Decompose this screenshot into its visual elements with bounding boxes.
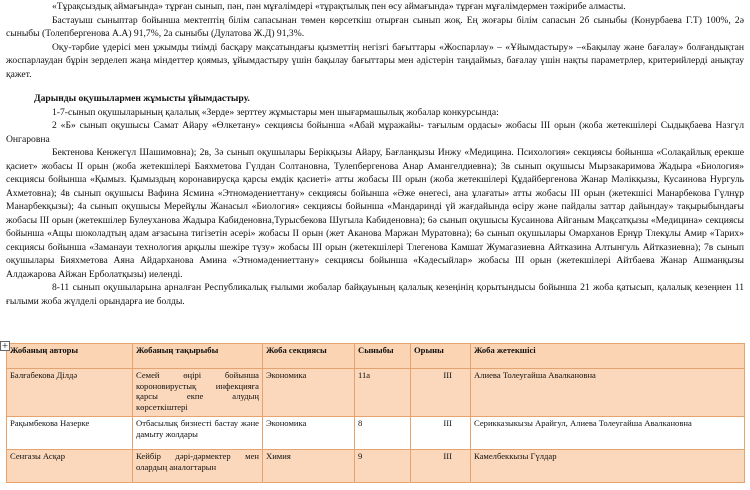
move-cross-icon[interactable]: + xyxy=(1,341,9,350)
paragraph-republic-contest: 8-11 сынып оқушыларына арналған Республикалық ғылыми жобалар байқауының қалалық кезеңінің қорытындысы бойынша 21 жоба қатысып, қалалық кезеңнен 11 ғылыми жоба жүлделі орындарға ие болды. xyxy=(6,282,744,307)
paragraph-exchange: «Тұрақсыздық аймағында» тұрған сынып, пән, пән мұғалімдері «тұрақтылық пен өсу аймағында» тұрған мұғалімдермен тәжірибе алмасты. xyxy=(52,1,626,12)
cell-grade: 8 xyxy=(355,417,411,450)
cell-topic: Кейбір дәрі-дәрмектер мен олардың аналогтарын xyxy=(133,450,263,483)
header-supervisor: Жоба жетекшісі xyxy=(471,344,745,369)
header-topic: Жобаның тақырыбы xyxy=(133,344,263,369)
header-section: Жоба секциясы xyxy=(263,344,355,369)
cell-supervisor: Серикказыкызы Арайгул, Алиева Толеугайша Авалкановна xyxy=(471,417,745,450)
cell-grade: 9 xyxy=(355,450,411,483)
table-header-row xyxy=(7,344,745,369)
header-author: Жобаның авторы xyxy=(7,344,133,369)
cell-place: ІІІ xyxy=(411,369,471,417)
cell-topic: Отбасылық бизнесті бастау және дамыту жолдары xyxy=(133,417,263,450)
cell-author: Балғабекова Ділдә xyxy=(7,369,133,417)
cell-section: Химия xyxy=(263,450,355,483)
paragraph-primary-quality: Бастауыш сыныптар бойынша мектептің білім сапасынан төмен көрсеткіш отырған сынып жоқ. Ең жоғары білім сапасын 2б сыныбы (Конурбаева Г.Т) 100%, 2ә сыныбы (Толепбергенова А.А) 91,7%, 2а сыныбы (Дулатова Ж.Д) 91,3%. xyxy=(6,14,744,39)
projects-table-wrapper xyxy=(1,341,744,483)
cell-grade: 11а xyxy=(355,369,411,417)
cell-topic: Семей өңірі бойынша короновирустық инфекцияға қарсы екпе алудың көрсеткіштері xyxy=(133,369,263,417)
cell-place: ІІІ xyxy=(411,450,471,483)
table-row xyxy=(7,417,745,450)
cell-section: Экономика xyxy=(263,369,355,417)
cell-author: Сенгазы Асқар xyxy=(7,450,133,483)
header-grade: Сыныбы xyxy=(355,344,411,369)
paragraph-zerde-results: Бектенова Кенжегүл Шашимовна); 2в, 3ә сынып оқушылары Берікқызы Айару, Бағланқызы Инжу «Медицина. Психология» секциясы бойынша «Солақайлық ерекше қасиет» жобасы ІІ орын (жоба жетекшілері Баяхметова Гүлдан Солтановна, Тулепбергенова Анар Амангелдиевна); 3в сынып оқушысы Мырзакаримова Жадыра «Биология» секциясы бойынша «Қымыз. Қымыздың коронавирусқа қарсы емдік қасиеті» атты жобасы ІІІ орын (жоба жетекшілері Құдайбергенова Жанар Мәлікқызы, Кусаинова Нургуль Ахметовна); 4в сынып оқушысы Вафина Ясмина «Этномәдениеттану» секциясы бойынша «Әже өнегесі, ана ұлағаты» атты жобасы ІІІ орын (жетекшісі Манарбекова Гүлнұр Манарбекқызы); 4а сынып оқушысы Мерейұлы Жанасыл «Биология» секциясы бойынша «Мандариндi үй жағдайында өсіру және пайдалы заттар дайындау» тақырыбындағы жобасы ІІІ орын (жетекшілер Булеуханова Жадыра Кабиденовна,Турысбекова Шугыла Кабиденовна); 6ә сынып оқушысы Кусаинова Айганым Мақсатқызы «Медицина» секциясы бойынша «Ащы шоколадтың адам ағзасына тигізетін әсері» жобасы ІІ орын (жет Аканова Маржан Муратовна); 6ә сынып оқушылары Омарханов Ернұр Тлекұлы Амир «Тарих» секциясы бойынша «Заманауи технология арқылы шежіре түзу» жобасы ІІІ орын (жетекшілері Тлегенова Камшат Жумагазиевна Айтказина Алтынгуль Айтказиевна); 7в сынып оқушылары Бияхметова Аяна Айдарханова Амина «Этномәдениеттану» секциясы бойынша «Кәдесыйлар» жобасы ІІІ орын (жетекшілері Айтбаева Жанар Ашманқызы Алдажарова Айжан Ерболатқызы) иеленді. xyxy=(6,147,744,280)
cell-supervisor: Камелбеккызы Гүлдар xyxy=(471,450,745,483)
paragraph-zerde-intro: 1-7-сынып оқушыларының қалалық «Зерде» зерттеу жұмыстары мен шығармашылық жобалар конкурсында: xyxy=(52,106,499,118)
paragraph-management: Оқу-тәрбие үдерісі мен ұжымды тиімді басқару мақсатындағы қызметтің негізгі бағыттары «Жоспарлау» – «Ұйымдастыру» –«Бақылау және бағалау» болғандықтан жоспарлаудан бұрін зерделеп жаңа міндеттер қоямыз, ұйымдастыру үшін бақылау бағыттары мен әдістерін таңдаймыз, бағалау үшін нақты параметрлер, критерийлерді анықтау қажет. xyxy=(6,41,744,80)
table-row xyxy=(7,369,745,417)
cell-section: Экономика xyxy=(263,417,355,450)
cell-author: Рақымбекова Назерке xyxy=(7,417,133,450)
header-place: Орыны xyxy=(411,344,471,369)
cell-place: ІІІ xyxy=(411,417,471,450)
projects-table xyxy=(6,343,745,483)
table-row xyxy=(7,450,745,483)
section-heading: Дарынды оқушылармен жұмысты ұйымдастыру. xyxy=(34,93,250,104)
paragraph-zerde-2b: 2 «Б» сынып оқушысы Самат Айару «Өлкетану» секциясы бойынша «Абай мұражайы- тағылым ордасы» жобасы ІІІ орын (жоба жетекшілері Сыдықбаева Назгүл Онгаровна xyxy=(6,120,744,145)
cell-supervisor: Алиева Толеугайша Авалкановна xyxy=(471,369,745,417)
